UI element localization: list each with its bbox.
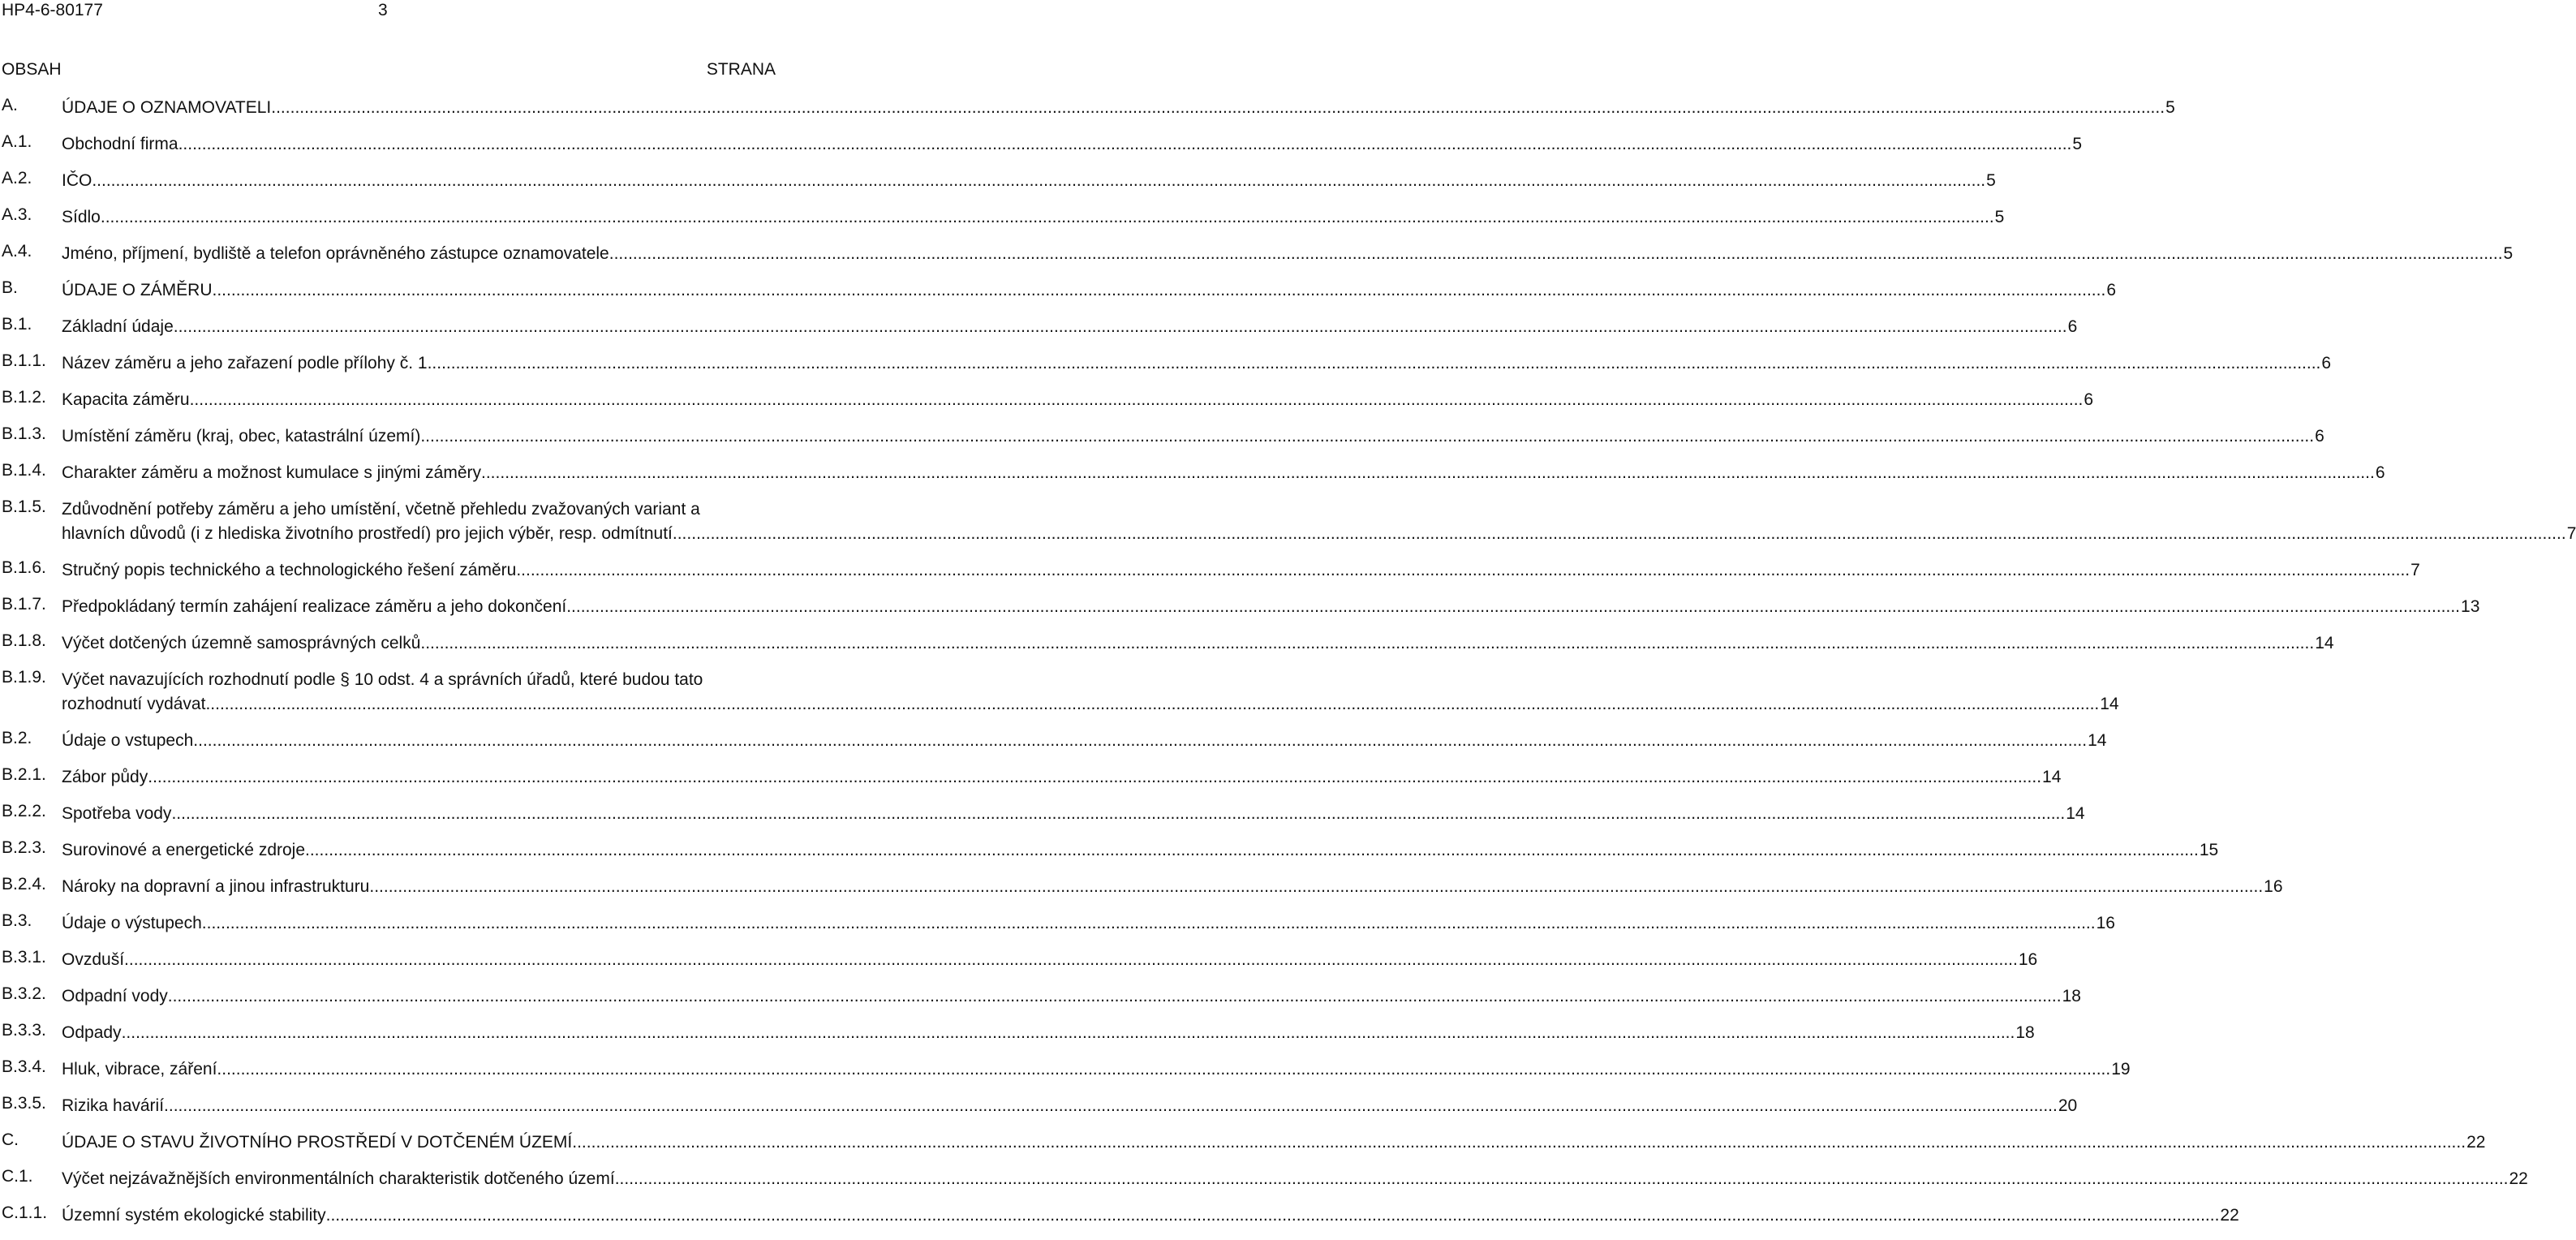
toc-entry-page: 6 — [2375, 463, 2385, 482]
toc-entry-leader-row — [62, 205, 2005, 230]
toc-entry-page: 6 — [2084, 390, 2094, 409]
dot-leader: ................................................................................................................................................................................................................................................................................................................................................................................................................ — [171, 804, 2066, 823]
toc-entry-title: Výčet dotčených územně samosprávných celků — [62, 634, 421, 652]
toc-entry-body — [62, 668, 2119, 717]
toc-entry-number: B.1.2. — [2, 388, 46, 407]
toc-entry-body — [62, 1130, 2486, 1155]
toc-entry-title: Charakter záměru a možnost kumulace s jinými záměry — [62, 463, 482, 482]
dot-leader: ................................................................................................................................................................................................................................................................................................................................................................................................................ — [173, 317, 2067, 336]
toc-entry[interactable] — [0, 388, 2094, 412]
toc-entry-leader-row — [62, 631, 2334, 656]
dot-leader: ................................................................................................................................................................................................................................................................................................................................................................................................................ — [572, 1133, 2466, 1152]
dot-leader: ................................................................................................................................................................................................................................................................................................................................................................................................................ — [148, 768, 2042, 786]
toc-entry-number: B.2.1. — [2, 765, 46, 784]
toc-entry-number: B.1.8. — [2, 631, 46, 650]
dot-leader: ................................................................................................................................................................................................................................................................................................................................................................................................................ — [193, 731, 2088, 750]
page-header — [0, 0, 779, 24]
page-number: 3 — [378, 1, 388, 19]
toc-entry-leader-row — [62, 315, 2078, 339]
toc-entry-leader-row — [62, 169, 1996, 193]
toc-entry-number: B.2.3. — [2, 838, 46, 857]
toc-entry[interactable] — [0, 984, 2081, 1009]
toc-entry-number: B.1.3. — [2, 424, 46, 443]
toc-entry-body — [62, 631, 2334, 656]
toc-entry-page: 14 — [2315, 634, 2334, 652]
dot-leader: ................................................................................................................................................................................................................................................................................................................................................................................................................ — [481, 463, 2375, 482]
toc-entry-number: B.1.9. — [2, 668, 46, 687]
toc-entry-title: ÚDAJE O OZNAMOVATELI — [62, 98, 272, 117]
toc-entry[interactable] — [0, 96, 2175, 120]
toc-entry-body — [62, 1021, 2035, 1045]
toc-entry-leader-row — [62, 1203, 2239, 1228]
toc-entry-title-line: Výčet navazujících rozhodnutí podle § 10 odst. 4 a správních úřadů, které budou tato — [62, 670, 703, 689]
toc-entry-number: C. — [2, 1130, 19, 1149]
toc-entry-number: B.2. — [2, 729, 32, 747]
dot-leader: ................................................................................................................................................................................................................................................................................................................................................................................................................ — [100, 208, 1994, 226]
toc-entry-number: B.2.2. — [2, 802, 46, 820]
toc-entry-page: 6 — [2106, 281, 2116, 299]
toc-entry-page: 14 — [2100, 695, 2119, 713]
toc-entry-title: Výčet nejzávažnějších environmentálních charakteristik dotčeného území — [62, 1169, 615, 1188]
toc-entry[interactable] — [0, 558, 2420, 583]
dot-leader: ................................................................................................................................................................................................................................................................................................................................................................................................................ — [614, 1169, 2509, 1188]
toc-entry-page: 14 — [2066, 804, 2085, 823]
dot-leader: ................................................................................................................................................................................................................................................................................................................................................................................................................ — [566, 597, 2461, 616]
toc-entry-page: 22 — [2466, 1133, 2486, 1152]
toc-entry-number: B.3.5. — [2, 1094, 46, 1113]
toc-entry-leader-row — [62, 1130, 2486, 1155]
toc-entry[interactable] — [0, 595, 2480, 619]
toc-entry-title: Odpadní vody — [62, 987, 168, 1005]
toc-entry-body — [62, 1203, 2239, 1228]
toc-entry-leader-row — [62, 838, 2219, 863]
toc-entry[interactable] — [0, 948, 2038, 972]
toc-entry[interactable] — [0, 424, 2324, 449]
table-of-contents — [0, 96, 2576, 1240]
dot-leader: ................................................................................................................................................................................................................................................................................................................................................................................................................ — [121, 1023, 2015, 1042]
toc-entry-leader-row — [62, 558, 2420, 583]
toc-entry-page: 16 — [2096, 914, 2115, 932]
toc-entry-number: B.3. — [2, 911, 32, 930]
toc-entry-leader-row — [62, 692, 2119, 717]
toc-entry[interactable] — [0, 729, 2107, 753]
toc-entry-number: B.2.4. — [2, 875, 46, 893]
toc-entry-page: 5 — [2165, 98, 2175, 117]
toc-entry-leader-row — [62, 984, 2081, 1009]
toc-entry-body — [62, 558, 2420, 583]
dot-leader: ................................................................................................................................................................................................................................................................................................................................................................................................................ — [427, 354, 2321, 372]
toc-entry-page: 6 — [2315, 427, 2324, 446]
toc-entry-page: 7 — [2566, 524, 2576, 543]
dot-leader: ................................................................................................................................................................................................................................................................................................................................................................................................................ — [92, 171, 1986, 190]
toc-entry-title: Název záměru a jeho zařazení podle přílohy č. 1 — [62, 354, 428, 372]
toc-entry-number: B.3.2. — [2, 984, 46, 1003]
toc-entry-title: rozhodnutí vydávat — [62, 695, 206, 713]
toc-entry[interactable] — [0, 668, 2119, 717]
toc-entry-leader-row — [62, 242, 2514, 266]
toc-entry-page: 14 — [2088, 731, 2107, 750]
dot-leader: ................................................................................................................................................................................................................................................................................................................................................................................................................ — [167, 987, 2062, 1005]
toc-entry-body — [62, 984, 2081, 1009]
toc-entry-body — [62, 838, 2219, 863]
toc-entry-number: A. — [2, 96, 18, 114]
toc-entry-body — [62, 205, 2005, 230]
toc-entry-body — [62, 802, 2085, 826]
toc-entry-body — [62, 948, 2038, 972]
toc-entry-leader-row — [62, 875, 2283, 899]
dot-leader: ................................................................................................................................................................................................................................................................................................................................................................................................................ — [201, 914, 2096, 932]
toc-entry-leader-row — [62, 1057, 2131, 1082]
toc-entry-page: 18 — [2062, 987, 2081, 1005]
toc-entry-title: Hluk, vibrace, záření — [62, 1060, 217, 1079]
toc-entry-page: 14 — [2042, 768, 2062, 786]
toc-entry[interactable] — [0, 1130, 2486, 1155]
dot-leader: ................................................................................................................................................................................................................................................................................................................................................................................................................ — [271, 98, 2165, 117]
toc-entry-number: B.3.3. — [2, 1021, 46, 1040]
toc-entry[interactable] — [0, 278, 2116, 303]
toc-entry-body — [62, 729, 2107, 753]
toc-entry-page: 19 — [2111, 1060, 2131, 1079]
toc-entry-page: 7 — [2410, 561, 2420, 579]
toc-entry-leader-row — [62, 1021, 2035, 1045]
dot-leader: ................................................................................................................................................................................................................................................................................................................................................................................................................ — [420, 634, 2315, 652]
toc-entry-number: C.1. — [2, 1167, 33, 1186]
toc-entry-page: 16 — [2264, 877, 2283, 896]
toc-entry-title: Stručný popis technického a technologického řešení záměru — [62, 561, 517, 579]
toc-entry-number: B.1.6. — [2, 558, 46, 577]
toc-entry-title: Umístění záměru (kraj, obec, katastrální území) — [62, 427, 421, 446]
dot-leader: ................................................................................................................................................................................................................................................................................................................................................................................................................ — [217, 1060, 2111, 1079]
toc-entry-body — [62, 132, 2083, 157]
toc-entry-body — [62, 911, 2115, 936]
toc-entry-leader-row — [62, 911, 2115, 936]
toc-entry[interactable] — [0, 1094, 2078, 1118]
toc-heading-row — [0, 60, 779, 84]
dot-leader: ................................................................................................................................................................................................................................................................................................................................................................................................................ — [305, 841, 2199, 859]
toc-entry-title: ÚDAJE O STAVU ŽIVOTNÍHO PROSTŘEDÍ V DOTČENÉM ÚZEMÍ — [62, 1133, 573, 1152]
toc-entry-leader-row — [62, 729, 2107, 753]
toc-entry-title: Sídlo — [62, 208, 101, 226]
toc-entry-body — [62, 315, 2078, 339]
toc-entry[interactable] — [0, 911, 2115, 936]
dot-leader: ................................................................................................................................................................................................................................................................................................................................................................................................................ — [178, 135, 2072, 153]
toc-entry-leader-row — [62, 461, 2385, 485]
dot-leader: ................................................................................................................................................................................................................................................................................................................................................................................................................ — [189, 390, 2084, 409]
toc-entry-title-line: Zdůvodnění potřeby záměru a jeho umístění, včetně přehledu zvažovaných variant a — [62, 500, 700, 519]
toc-entry-page: 15 — [2199, 841, 2219, 859]
toc-entry-title: IČO — [62, 171, 92, 190]
toc-entry[interactable] — [0, 765, 2062, 790]
toc-entry-page: 6 — [2321, 354, 2332, 372]
toc-entry-body — [62, 1057, 2131, 1082]
toc-entry-title: Údaje o výstupech — [62, 914, 202, 932]
toc-entry-title: Údaje o vstupech — [62, 731, 194, 750]
toc-page-column-label: STRANA — [706, 60, 776, 79]
toc-entry-title: Územní systém ekologické stability — [62, 1206, 326, 1225]
toc-entry-number: B. — [2, 278, 18, 297]
dot-leader: ................................................................................................................................................................................................................................................................................................................................................................................................................ — [212, 281, 2106, 299]
toc-entry[interactable] — [0, 351, 2332, 376]
toc-entry-title: Zábor půdy — [62, 768, 148, 786]
dot-leader: ................................................................................................................................................................................................................................................................................................................................................................................................................ — [420, 427, 2315, 446]
toc-entry-title: Rizika havárií — [62, 1096, 165, 1115]
toc-entry-title: Základní údaje — [62, 317, 174, 336]
toc-entry-title: hlavních důvodů (i z hlediska životního prostředí) pro jejich výběr, resp. odmítnutí — [62, 524, 673, 543]
toc-entry-title: Nároky na dopravní a jinou infrastrukturu — [62, 877, 370, 896]
toc-entry[interactable] — [0, 1021, 2035, 1045]
toc-entry-page: 22 — [2220, 1206, 2239, 1225]
toc-entry-page: 6 — [2067, 317, 2078, 336]
dot-leader: ................................................................................................................................................................................................................................................................................................................................................................................................................ — [205, 695, 2100, 713]
toc-entry-title: Ovzduší — [62, 950, 125, 969]
toc-entry-title: Odpady — [62, 1023, 122, 1042]
toc-entry-number: A.1. — [2, 132, 32, 151]
toc-entry-page: 13 — [2461, 597, 2480, 616]
toc-entry-body — [62, 1167, 2528, 1191]
toc-entry-number: A.3. — [2, 205, 32, 224]
toc-entry-page: 5 — [1986, 171, 1996, 190]
toc-entry-page: 5 — [2503, 244, 2514, 263]
toc-entry-title: Jméno, příjmení, bydliště a telefon oprávněného zástupce oznamovatele — [62, 244, 609, 263]
toc-entry-body — [62, 169, 1996, 193]
dot-leader: ................................................................................................................................................................................................................................................................................................................................................................................................................ — [124, 950, 2018, 969]
toc-entry-leader-row — [62, 96, 2175, 120]
dot-leader: ................................................................................................................................................................................................................................................................................................................................................................................................................ — [164, 1096, 2058, 1115]
toc-entry-number: C.1.1. — [2, 1203, 48, 1222]
toc-entry-number: B.1.5. — [2, 497, 46, 516]
toc-entry-page: 5 — [2072, 135, 2083, 153]
toc-entry-number: B.3.1. — [2, 948, 46, 967]
toc-entry-leader-row — [62, 132, 2083, 157]
toc-entry-body — [62, 424, 2324, 449]
toc-entry-leader-row — [62, 522, 2576, 546]
toc-entry[interactable] — [0, 242, 2514, 266]
toc-entry[interactable] — [0, 1057, 2131, 1082]
toc-entry-number: B.3.4. — [2, 1057, 46, 1076]
toc-entry-body — [62, 497, 2576, 546]
toc-entry[interactable] — [0, 497, 2576, 546]
toc-entry-body — [62, 461, 2385, 485]
toc-entry-body — [62, 388, 2094, 412]
toc-entry-number: A.2. — [2, 169, 32, 187]
toc-entry-leader-row — [62, 278, 2116, 303]
toc-entry[interactable] — [0, 132, 2083, 157]
toc-entry-body — [62, 351, 2332, 376]
toc-entry[interactable] — [0, 205, 2005, 230]
toc-entry-page: 20 — [2058, 1096, 2078, 1115]
toc-entry-leader-row — [62, 765, 2062, 790]
toc-entry[interactable] — [0, 875, 2283, 899]
toc-entry-body — [62, 765, 2062, 790]
toc-entry-leader-row — [62, 388, 2094, 412]
toc-entry-title: Kapacita záměru — [62, 390, 190, 409]
document-id: HP4-6-80177 — [2, 1, 103, 19]
toc-entry-leader-row — [62, 595, 2480, 619]
toc-entry-leader-row — [62, 802, 2085, 826]
toc-entry-number: B.1.7. — [2, 595, 46, 614]
dot-leader: ................................................................................................................................................................................................................................................................................................................................................................................................................ — [672, 524, 2566, 543]
toc-entry-body — [62, 1094, 2078, 1118]
toc-entry-leader-row — [62, 351, 2332, 376]
toc-entry-body — [62, 278, 2116, 303]
toc-entry-leader-row — [62, 1167, 2528, 1191]
dot-leader: ................................................................................................................................................................................................................................................................................................................................................................................................................ — [609, 244, 2503, 263]
toc-entry-body — [62, 595, 2480, 619]
toc-entry-body — [62, 242, 2514, 266]
toc-entry-body — [62, 96, 2175, 120]
toc-entry-title: Předpokládaný termín zahájení realizace záměru a jeho dokončení — [62, 597, 567, 616]
toc-entry-number: B.1.1. — [2, 351, 46, 370]
toc-entry-page: 22 — [2509, 1169, 2528, 1188]
toc-entry-page: 18 — [2015, 1023, 2035, 1042]
toc-entry-number: B.1.4. — [2, 461, 46, 480]
toc-entry[interactable] — [0, 838, 2219, 863]
toc-entry-title: ÚDAJE O ZÁMĚRU — [62, 281, 213, 299]
dot-leader: ................................................................................................................................................................................................................................................................................................................................................................................................................ — [516, 561, 2410, 579]
toc-entry-title: Surovinové a energetické zdroje — [62, 841, 306, 859]
toc-entry-page: 5 — [1994, 208, 2005, 226]
toc-entry-number: B.1. — [2, 315, 32, 334]
toc-entry-leader-row — [62, 424, 2324, 449]
toc-entry-number: A.4. — [2, 242, 32, 260]
toc-entry[interactable] — [0, 461, 2385, 485]
dot-leader: ................................................................................................................................................................................................................................................................................................................................................................................................................ — [369, 877, 2264, 896]
toc-title: OBSAH — [2, 60, 62, 79]
toc-entry[interactable] — [0, 169, 1996, 193]
toc-entry-leader-row — [62, 1094, 2078, 1118]
toc-entry-title: Spotřeba vody — [62, 804, 172, 823]
toc-entry[interactable] — [0, 315, 2078, 339]
toc-entry-page: 16 — [2018, 950, 2038, 969]
toc-entry[interactable] — [0, 631, 2334, 656]
toc-entry-leader-row — [62, 948, 2038, 972]
toc-entry[interactable] — [0, 1203, 2239, 1228]
toc-entry-title: Obchodní firma — [62, 135, 178, 153]
dot-leader: ................................................................................................................................................................................................................................................................................................................................................................................................................ — [325, 1206, 2220, 1225]
toc-entry-body — [62, 875, 2283, 899]
toc-entry[interactable] — [0, 1167, 2528, 1191]
toc-entry[interactable] — [0, 802, 2085, 826]
